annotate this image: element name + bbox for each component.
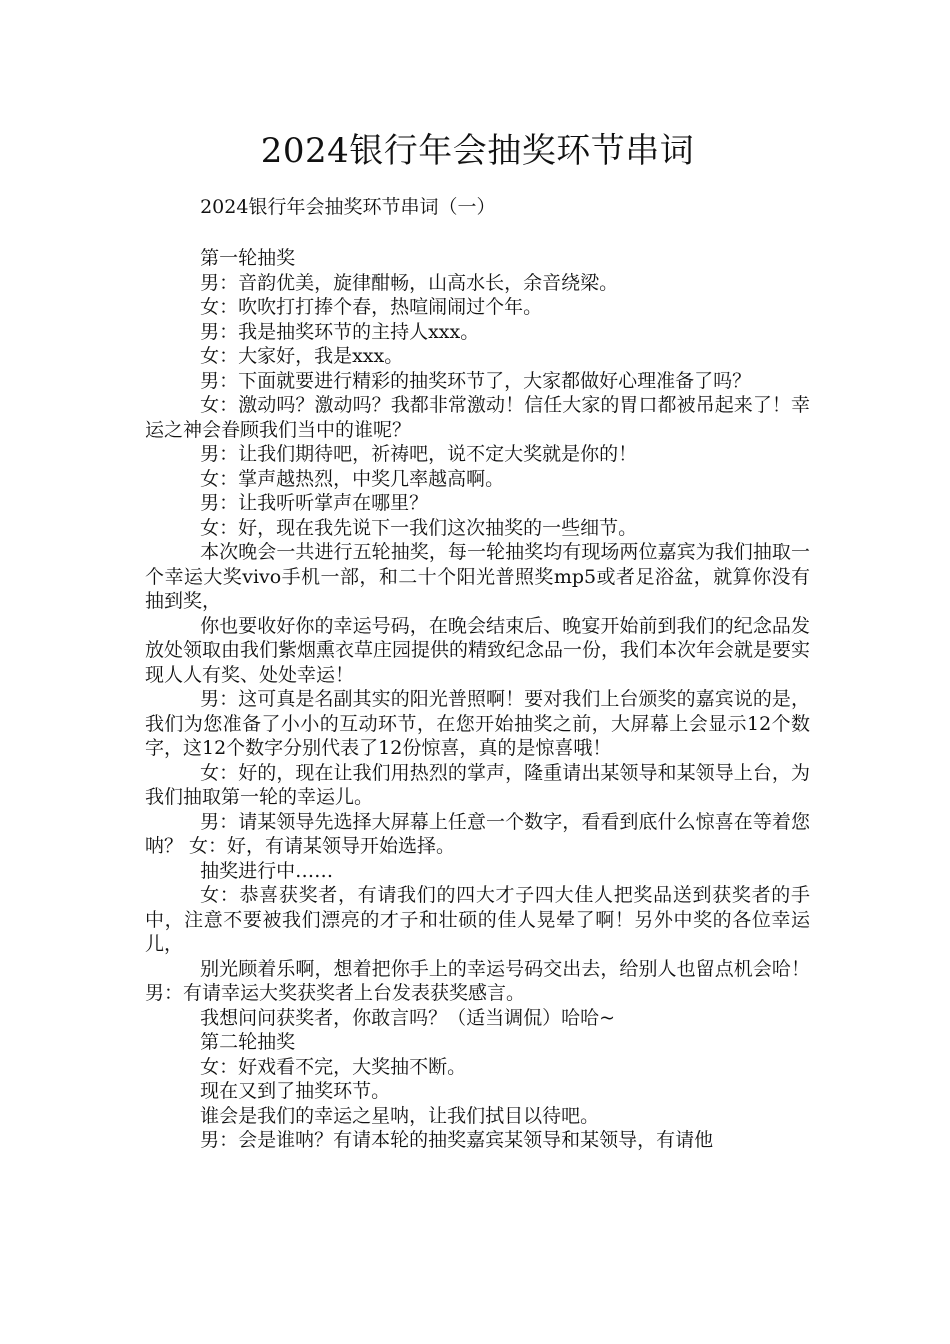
paragraph: 女：吹吹打打捧个春，热喧闹闹过个年。 (200, 296, 543, 318)
paragraph: 本次晚会一共进行五轮抽奖，每一轮抽奖均有现场两位嘉宾为我们抽取一个幸运大奖vivo手机一部，和二十个阳光普照奖mp5或者足浴盆，就算你没有抽到奖， (145, 541, 810, 612)
paragraph: 男：会是谁呐？有请本轮的抽奖嘉宾某领导和某领导，有请他 (200, 1129, 714, 1151)
paragraph: 谁会是我们的幸运之星呐，让我们拭目以待吧。 (200, 1104, 600, 1127)
paragraph: 现在又到了抽奖环节。 (200, 1080, 391, 1102)
paragraph: 男：我是抽奖环节的主持人xxx。 (200, 320, 480, 343)
paragraph: 第一轮抽奖 (200, 247, 296, 269)
paragraph: 女：好戏看不完，大奖抽不断。 (200, 1055, 467, 1078)
paragraph: 女：恭喜获奖者，有请我们的四大才子四大佳人把奖品送到获奖者的手中，注意不要被我们漂亮的才子和壮硕的佳人晃晕了啊！另外中奖的各位幸运儿， (145, 884, 810, 955)
paragraph: 女：大家好，我是xxx。 (200, 345, 404, 367)
paragraph: 男：请某领导先选择大屏幕上任意一个数字，看看到底什么惊喜在等着您呐？ 女：好，有请某领导开始选择。 (145, 810, 810, 857)
paragraph: 男：下面就要进行精彩的抽奖环节了，大家都做好心理准备了吗？ (200, 369, 752, 392)
paragraph: 女：激动吗？激动吗？我都非常激动！信任大家的胃口都被吊起来了！幸运之神会眷顾我们当中的谁呢？ (145, 394, 810, 441)
document-subtitle: 2024银行年会抽奖环节串词（一） (200, 196, 496, 218)
document-body (145, 246, 810, 1153)
paragraph: 第二轮抽奖 (200, 1031, 296, 1053)
paragraph: 男：让我听听掌声在哪里？ (200, 492, 429, 514)
paragraph: 别光顾着乐啊，想着把你手上的幸运号码交出去，给别人也留点机会哈！ 男：有请幸运大奖获奖者上台发表获奖感言。 (145, 957, 810, 1004)
paragraph: 抽奖进行中…… (200, 859, 334, 882)
paragraph: 我想问问获奖者，你敢言吗？（适当调侃）哈哈~ (200, 1006, 616, 1029)
paragraph: 你也要收好你的幸运号码，在晚会结束后、晚宴开始前到我们的纪念品发放处领取由我们紫烟熏衣草庄园提供的精致纪念品一份，我们本次年会就是要实现人人有奖、处处幸运！ (145, 614, 811, 686)
paragraph: 男：这可真是名副其实的阳光普照啊！要对我们上台颁奖的嘉宾说的是，我们为您准备了小小的互动环节，在您开始抽奖之前，大屏幕上会显示12个数字，这12个数字分别代表了12份惊喜，真的是惊喜哦！ (145, 688, 810, 759)
paragraph: 女：好的，现在让我们用热烈的掌声，隆重请出某领导和某领导上台，为我们抽取第一轮的幸运儿。 (145, 761, 810, 808)
document-title: 2024银行年会抽奖环节串词 (260, 131, 695, 171)
paragraph: 男：音韵优美，旋律酣畅，山高水长，余音绕梁。 (200, 271, 619, 294)
paragraph: 女：好，现在我先说下一我们这次抽奖的一些细节。 (200, 516, 638, 539)
paragraph: 男：让我们期待吧，祈祷吧，说不定大奖就是你的！ (200, 443, 638, 465)
paragraph: 女：掌声越热烈，中奖几率越高啊。 (200, 467, 505, 490)
